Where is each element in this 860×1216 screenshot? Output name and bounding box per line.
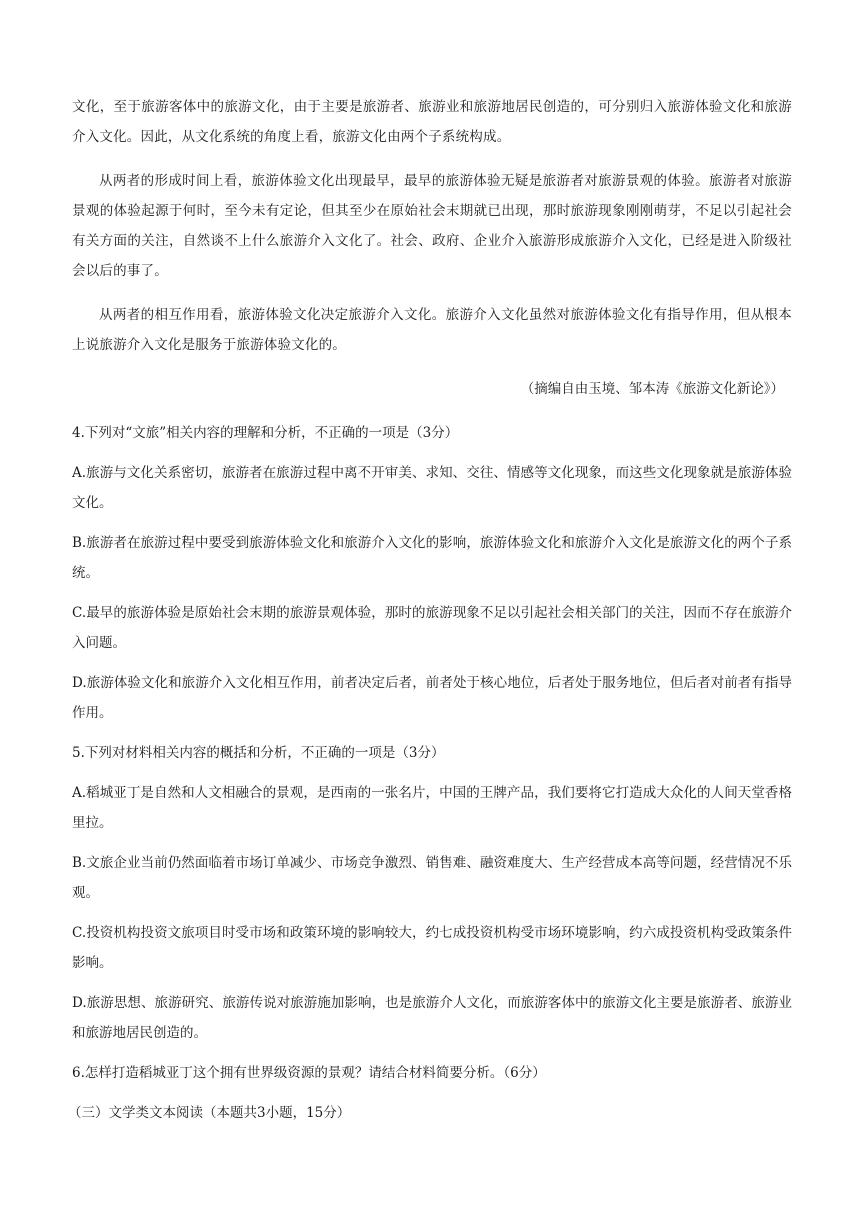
question-6 bbox=[72, 1058, 792, 1088]
question-4 bbox=[72, 418, 792, 728]
passage-paragraph-2: 从两者的形成时间上看，旅游体验文化出现最早，最早的旅游体验无疑是旅游者对旅游景观的体验。旅游者对旅游景观的体验起源于何时，至今未有定论，但其至少在原始社会末期就已出现，那时旅游现象刚刚萌芽，不足以引起社会有关方面的关注，自然谈不上什么旅游介入文化了。社会、政府、企业介入旅游形成旅游介入文化，已经是进入阶级社会以后的事了。 bbox=[72, 173, 792, 279]
document-page bbox=[68, 92, 792, 1138]
passage-citation: （摘编自由玉境、邹本涛《旅游文化新论》） bbox=[520, 381, 784, 397]
question-4-option-a: A.旅游与文化关系密切，旅游者在旅游过程中离不开审美、求知、交往、情感等文化现象，而这些文化现象就是旅游体验文化。 bbox=[72, 465, 792, 511]
question-4-option-d: D.旅游体验文化和旅游介入文化相互作用，前者决定后者，前者处于核心地位，后者处于服务地位，但后者对前者有指导作用。 bbox=[72, 675, 792, 721]
passage-paragraph-3: 从两者的相互作用看，旅游体验文化决定旅游介入文化。旅游介入文化虽然对旅游体验文化有指导作用，但从根本上说旅游介入文化是服务于旅游体验文化的。 bbox=[72, 307, 792, 353]
section-heading: （三）文学类文本阅读（本题共3小题，15分） bbox=[68, 1105, 351, 1121]
question-4-option-b: B.旅游者在旅游过程中要受到旅游体验文化和旅游介入文化的影响，旅游体验文化和旅游介入文化是旅游文化的两个子系统。 bbox=[72, 535, 792, 581]
passage-paragraph-1: 文化，至于旅游客体中的旅游文化，由于主要是旅游者、旅游业和旅游地居民创造的，可分别归入旅游体验文化和旅游介入文化。因此，从文化系统的角度上看，旅游文化由两个子系统构成。 bbox=[72, 99, 792, 145]
question-5-stem: 5.下列对材料相关内容的概括和分析，不正确的一项是（3分） bbox=[72, 745, 445, 761]
question-4-stem: 4.下列对“文旅”相关内容的理解和分析，不正确的一项是（3分） bbox=[72, 425, 459, 441]
question-5-option-b: B.文旅企业当前仍然面临着市场订单减少、市场竞争激烈、销售难、融资难度大、生产经营成本高等问题，经营情况不乐观。 bbox=[72, 855, 792, 901]
question-5-option-c: C.投资机构投资文旅项目时受市场和政策环境的影响较大，约七成投资机构受市场环境影响，约六成投资机构受政策条件影响。 bbox=[72, 925, 792, 971]
question-5 bbox=[72, 738, 792, 1048]
question-5-option-d: D.旅游思想、旅游研究、旅游传说对旅游施加影响，也是旅游介人文化，而旅游客体中的旅游文化主要是旅游者、旅游业和旅游地居民创造的。 bbox=[72, 995, 792, 1041]
question-6-stem: 6.怎样打造稻城亚丁这个拥有世界级资源的景观？请结合材料简要分析。（6分） bbox=[72, 1065, 546, 1081]
question-4-option-c: C.最早的旅游体验是原始社会末期的旅游景观体验，那时的旅游现象不足以引起社会相关部门的关注，因而不存在旅游介入问题。 bbox=[72, 605, 792, 651]
question-5-option-a: A.稻城亚丁是自然和人文相融合的景观，是西南的一张名片，中国的王牌产品，我们要将它打造成大众化的人间天堂香格里拉。 bbox=[72, 785, 792, 831]
